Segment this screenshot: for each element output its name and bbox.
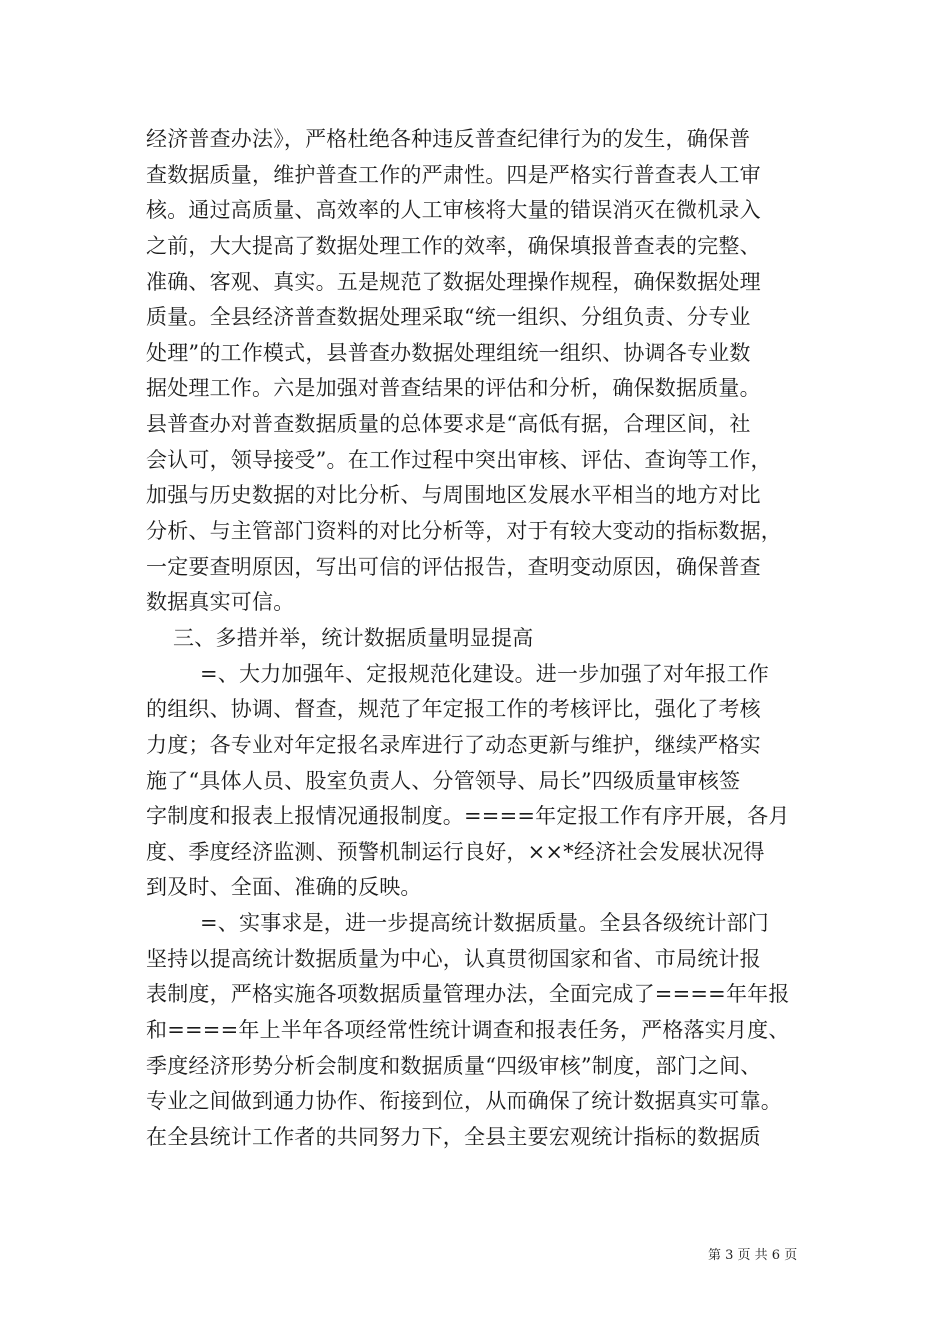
- text-line: 质量。全县经济普查数据处理采取“统一组织、分组负责、分专业: [146, 305, 751, 330]
- text-line: 字制度和报表上报情况通报制度。====年定报工作有序开展，各月: [146, 804, 790, 829]
- section-heading: 三、多措并举，统计数据质量明显提高: [173, 625, 534, 650]
- text-line: 县普查办对普查数据质量的总体要求是“高低有据，合理区间，社: [146, 412, 751, 437]
- text-line: 专业之间做到通力协作、衔接到位，从而确保了统计数据真实可靠。: [146, 1089, 782, 1114]
- text-line: 一定要查明原因，写出可信的评估报告，查明变动原因，确保普查: [146, 554, 761, 579]
- text-line: 分析、与主管部门资料的对比分析等，对于有较大变动的指标数据，: [146, 519, 782, 544]
- text-line: 准确、客观、真实。五是规范了数据处理操作规程，确保数据处理: [146, 269, 761, 294]
- text-line: 季度经济形势分析会制度和数据质量“四级审核”制度，部门之间、: [146, 1053, 762, 1078]
- text-line: 加强与历史数据的对比分析、与周围地区发展水平相当的地方对比: [146, 483, 761, 508]
- text-line: 据处理工作。六是加强对普查结果的评估和分析，确保数据质量。: [146, 376, 761, 401]
- document-body: [146, 122, 811, 1156]
- paragraph-first-line: =、大力加强年、定报规范化建设。进一步加强了对年报工作: [200, 661, 769, 686]
- page-number: 第 3 页 共 6 页: [708, 1248, 798, 1263]
- text-line: 会认可，领导接受”。在工作过程中突出审核、评估、查询等工作，: [146, 447, 772, 472]
- text-line: 和====年上半年各项经常性统计调查和报表任务，严格落实月度、: [146, 1018, 790, 1043]
- text-line: 度、季度经济监测、预警机制运行良好，××*经济社会发展状况得: [146, 839, 765, 864]
- text-line: 的组织、协调、督查，规范了年定报工作的考核评比，强化了考核: [146, 697, 761, 722]
- text-line: 在全县统计工作者的共同努力下，全县主要宏观统计指标的数据质: [146, 1124, 761, 1149]
- text-line: 表制度，严格实施各项数据质量管理办法，全面完成了====年年报: [146, 982, 790, 1007]
- text-line: 坚持以提高统计数据质量为中心，认真贯彻国家和省、市局统计报: [146, 946, 761, 971]
- text-line: 施了“具体人员、股室负责人、分管领导、局长”四级质量审核签: [146, 768, 741, 793]
- text-line: 到及时、全面、准确的反映。: [146, 875, 422, 900]
- text-line: 力度；各专业对年定报名录库进行了动态更新与维护，继续严格实: [146, 732, 761, 757]
- text-line: 查数据质量，维护普查工作的严肃性。四是严格实行普查表人工审: [146, 162, 761, 187]
- text-line: 经济普查办法》，严格杜绝各种违反普查纪律行为的发生，确保普: [146, 127, 751, 151]
- paragraph-first-line: =、实事求是，进一步提高统计数据质量。全县各级统计部门: [200, 911, 769, 936]
- text-line: 核。通过高质量、高效率的人工审核将大量的错误消灭在微机录入: [146, 198, 761, 223]
- text-line: 之前，大大提高了数据处理工作的效率，确保填报普查表的完整、: [146, 233, 761, 258]
- text-line: 处理”的工作模式，县普查办数据处理组统一组织、协调各专业数: [146, 340, 751, 365]
- text-line: 数据真实可信。: [146, 590, 295, 615]
